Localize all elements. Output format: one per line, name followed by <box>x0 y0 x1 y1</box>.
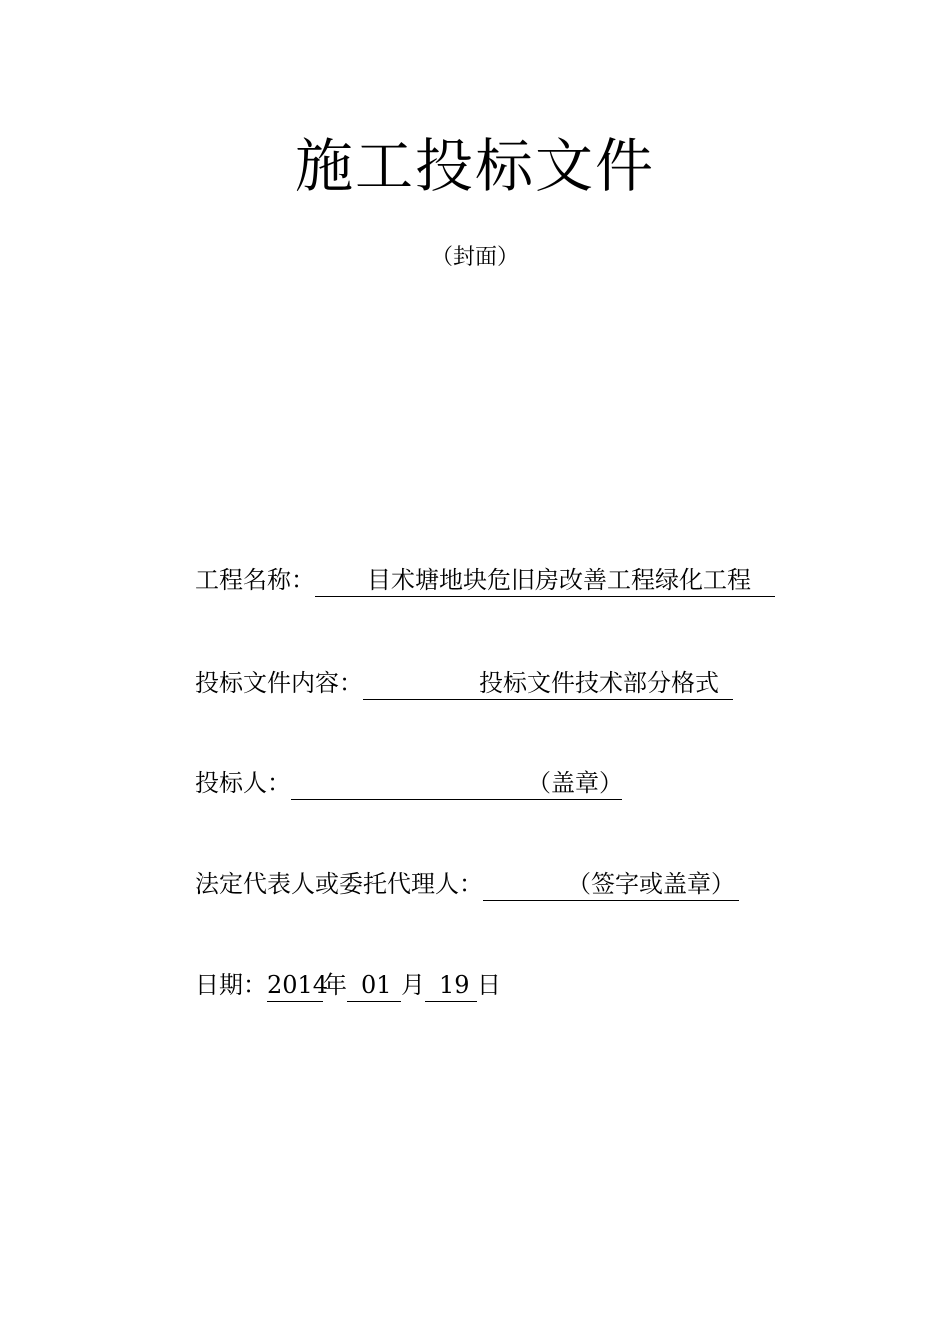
document-title: 施工投标文件 <box>294 132 655 200</box>
date-day: 19 <box>425 970 477 1002</box>
date-month-unit: 月 <box>401 971 425 999</box>
date-label: 日期： <box>195 971 267 999</box>
bid-content-label: 投标文件内容： <box>195 669 363 697</box>
date-row <box>195 968 501 1002</box>
project-name-label: 工程名称： <box>195 566 315 594</box>
representative-value: （签字或盖章） <box>483 869 739 901</box>
bidder-row <box>195 766 622 800</box>
representative-label: 法定代表人或委托代理人： <box>195 870 483 898</box>
project-name-value: 目术塘地块危旧房改善工程绿化工程 <box>315 565 775 597</box>
date-year-unit: 年 <box>323 971 347 999</box>
bid-content-value: 投标文件技术部分格式 <box>363 668 733 700</box>
bidder-label: 投标人： <box>195 769 291 797</box>
date-year: 2014 <box>267 970 323 1002</box>
project-name-row <box>195 563 775 597</box>
bid-content-row <box>195 666 733 700</box>
date-day-unit: 日 <box>477 971 501 999</box>
date-month: 01 <box>347 970 401 1002</box>
document-subtitle: （封面） <box>430 245 519 270</box>
bidder-value: （盖章） <box>291 768 622 800</box>
representative-row <box>195 867 739 901</box>
